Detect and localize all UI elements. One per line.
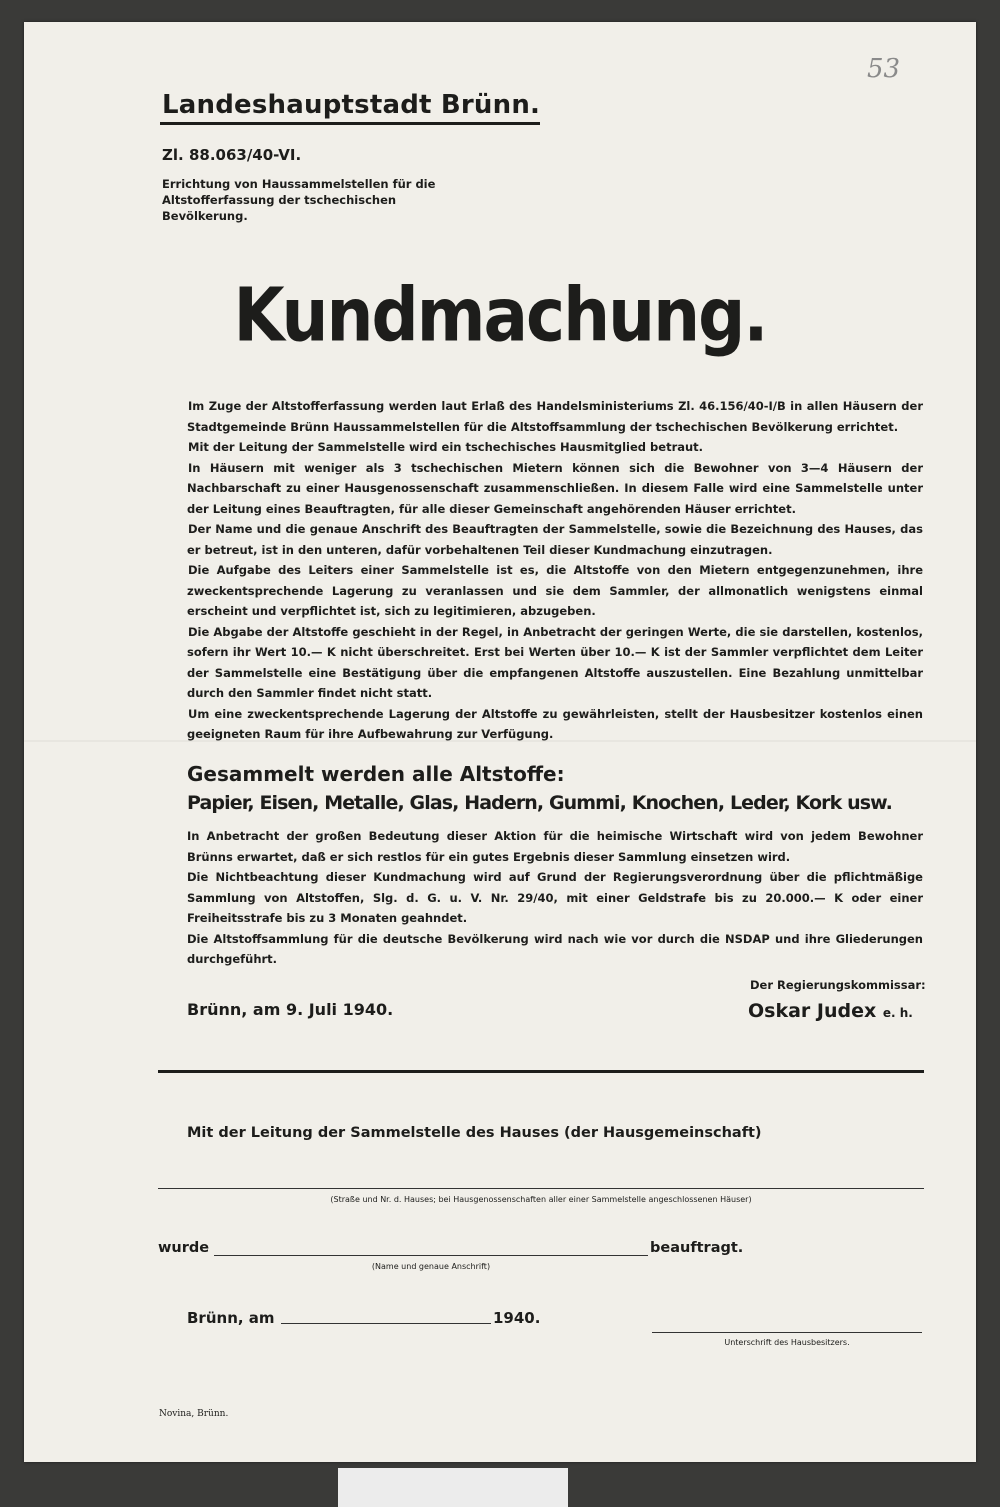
scan-calibration-strip [338,1468,568,1507]
city-heading: Landeshauptstadt Brünn. [162,90,541,120]
paragraph: Die Altstoffsammlung für die deutsche Bevölkerung wird nach wie vor durch die NSDAP und ihre Gliederungen durchgeführt. [187,931,923,966]
paragraph: Die Aufgabe des Leiters einer Sammelstelle ist es, die Altstoffe von den Mietern entgegenzunehmen, ihre zweckentsprechende Lagerung zu veranlassen und sie dem Sammler, der allmonatlich wenigstens einmal erscheint und verpflichtet ist, sich zu legitimieren, abzugeben. [187,563,923,618]
collected-items: Papier, Eisen, Metalle, Glas, Hadern, Gummi, Knochen, Leder, Kork usw. [187,792,892,814]
paragraph: Die Nichtbeachtung dieser Kundmachung wird auf Grund der Regierungsverordnung über die pflichtmäßige Sammlung von Altstoffen, Slg. d. G. u. V. Nr. 29/40, mit einer Geldstrafe bis zu 20.000.— K oder einer Freiheitsstrafe bis zu 3 Monaten geahndet. [187,870,923,925]
form-separator [158,1070,924,1073]
name-caption: (Name und genaue Anschrift) [371,1262,491,1271]
body-text [187,396,923,745]
archive-number: 53 [867,54,901,84]
subject-line: Errichtung von Haussammelstellen für die Altstofferfassung der tschechischen Bevölkerung. [162,177,436,223]
form-leitung-label: Mit der Leitung der Sammelstelle des Hauses (der Hausgemeinschaft) [187,1125,762,1141]
collected-heading: Gesammelt werden alle Altstoffe: [187,762,565,786]
paragraph: Mit der Leitung der Sammelstelle wird ein tschechisches Hausmitglied betraut. [188,440,704,454]
commissioner-name [748,1000,913,1022]
page-title: Kundmachung. [233,272,767,359]
paragraph: Im Zuge der Altstofferfassung werden laut Erlaß des Handelsministeriums Zl. 46.156/40-I/B in allen Häusern der Stadtgemeinde Brünn Haussammelstellen für die Altstoffsammlung der tschechischen Bevölkerung errichtet. [187,399,923,434]
body-text-2 [187,826,923,970]
address-caption: (Straße und Nr. d. Hauses; bei Hausgenossenschaften aller einer Sammelstelle angeschlossenen Häuser) [330,1195,752,1204]
printer-imprint: Novina, Brünn. [159,1409,229,1419]
form-place-label: Brünn, am [187,1309,275,1327]
city-heading-underline [160,122,540,125]
paragraph: Der Name und die genaue Anschrift des Beauftragten der Sammelstelle, sowie die Bezeichnung des Hauses, das er betreut, ist in den unteren, dafür vorbehaltenen Teil dieser Kundmachung einzutragen. [187,522,923,557]
poster-sheet [24,22,976,1462]
form-year: 1940. [493,1309,541,1327]
signature-fill-line [652,1332,922,1333]
address-fill-line [158,1188,924,1189]
signature-caption: Unterschrift des Hausbesitzers. [724,1338,850,1347]
reference-number: Zl. 88.063/40-VI. [162,146,302,164]
commissioner-name-text: Oskar Judex [748,1000,877,1022]
paragraph: In Anbetracht der großen Bedeutung dieser Aktion für die heimische Wirtschaft wird von jedem Bewohner Brünns erwartet, daß er sich restlos für ein gutes Ergebnis dieser Sammlung einsetzen wird. [187,829,923,864]
commissioner-title: Der Regierungskommissar: [750,978,926,992]
place-date: Brünn, am 9. Juli 1940. [187,1000,394,1019]
date-fill-line [281,1323,491,1324]
paragraph: Die Abgabe der Altstoffe geschieht in der Regel, in Anbetracht der geringen Werte, die sie darstellen, kostenlos, sofern ihr Wert 10.— K nicht überschreitet. Erst bei Werten über 10.— K ist der Sammler verpflichtet dem Leiter der Sammelstelle eine Bestätigung über die empfangenen Altstoffe auszustellen. Eine Bezahlung unmittelbar durch den Sammler findet nicht statt. [187,624,923,700]
paragraph: Um eine zweckentsprechende Lagerung der Altstoffe zu gewährleisten, stellt der Hausbesitzer kostenlos einen geeigneten Raum für ihre Aufbewahrung zur Verfügung. [187,706,923,741]
beauftragt-label: beauftragt. [650,1240,744,1256]
commissioner-suffix: e. h. [882,1006,913,1020]
paragraph: In Häusern mit weniger als 3 tschechischen Mietern können sich die Bewohner von 3—4 Häusern der Nachbarschaft zu einer Hausgenossenschaft zusammenschließen. In diesem Falle wird eine Sammelstelle unter der Leitung eines Beauftragten, für alle dieser Gemeinschaft angehörenden Häuser errichtet. [187,460,923,516]
name-fill-line [214,1255,648,1256]
wurde-label: wurde [158,1240,210,1256]
